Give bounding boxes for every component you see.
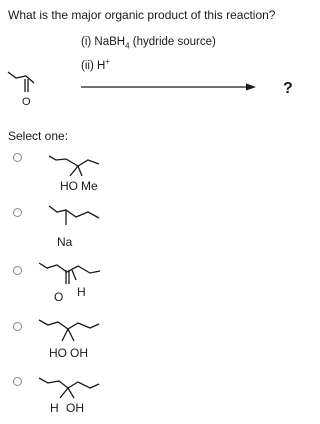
product-placeholder: ? [283, 80, 293, 97]
question-text: What is the major organic product of this reaction? [8, 8, 276, 22]
option-1-label-left: HO [60, 179, 78, 193]
option-4-label-left: HO [49, 346, 67, 360]
option-2-structure [49, 206, 99, 225]
option-4-structure [39, 320, 99, 341]
option-3-label-left: O [54, 290, 64, 304]
option-1-label-right: Me [81, 179, 98, 193]
option-2-radio[interactable] [13, 208, 22, 217]
select-one-label: Select one: [8, 129, 69, 143]
option-5-label-right: OH [66, 401, 84, 415]
reaction-arrow [81, 84, 256, 91]
reactant-structure [8, 72, 34, 92]
option-5-radio[interactable] [13, 377, 22, 386]
option-1-structure [49, 156, 99, 176]
option-5-structure [39, 378, 99, 398]
option-3-radio[interactable] [13, 266, 22, 275]
option-2-label: Na [57, 235, 73, 249]
option-4-label-right: OH [70, 346, 88, 360]
reagent-step-2: (ii) H+ [81, 57, 110, 72]
reactant-oxygen-label: O [22, 96, 31, 108]
option-4-radio[interactable] [13, 322, 22, 331]
option-3-structure [39, 263, 100, 284]
option-3-label-right: H [77, 285, 86, 299]
option-1-radio[interactable] [13, 153, 22, 162]
option-5-label-left: H [50, 401, 59, 415]
reagent-step-1: (i) NaBH$_4$ (hydride source) [81, 36, 216, 51]
